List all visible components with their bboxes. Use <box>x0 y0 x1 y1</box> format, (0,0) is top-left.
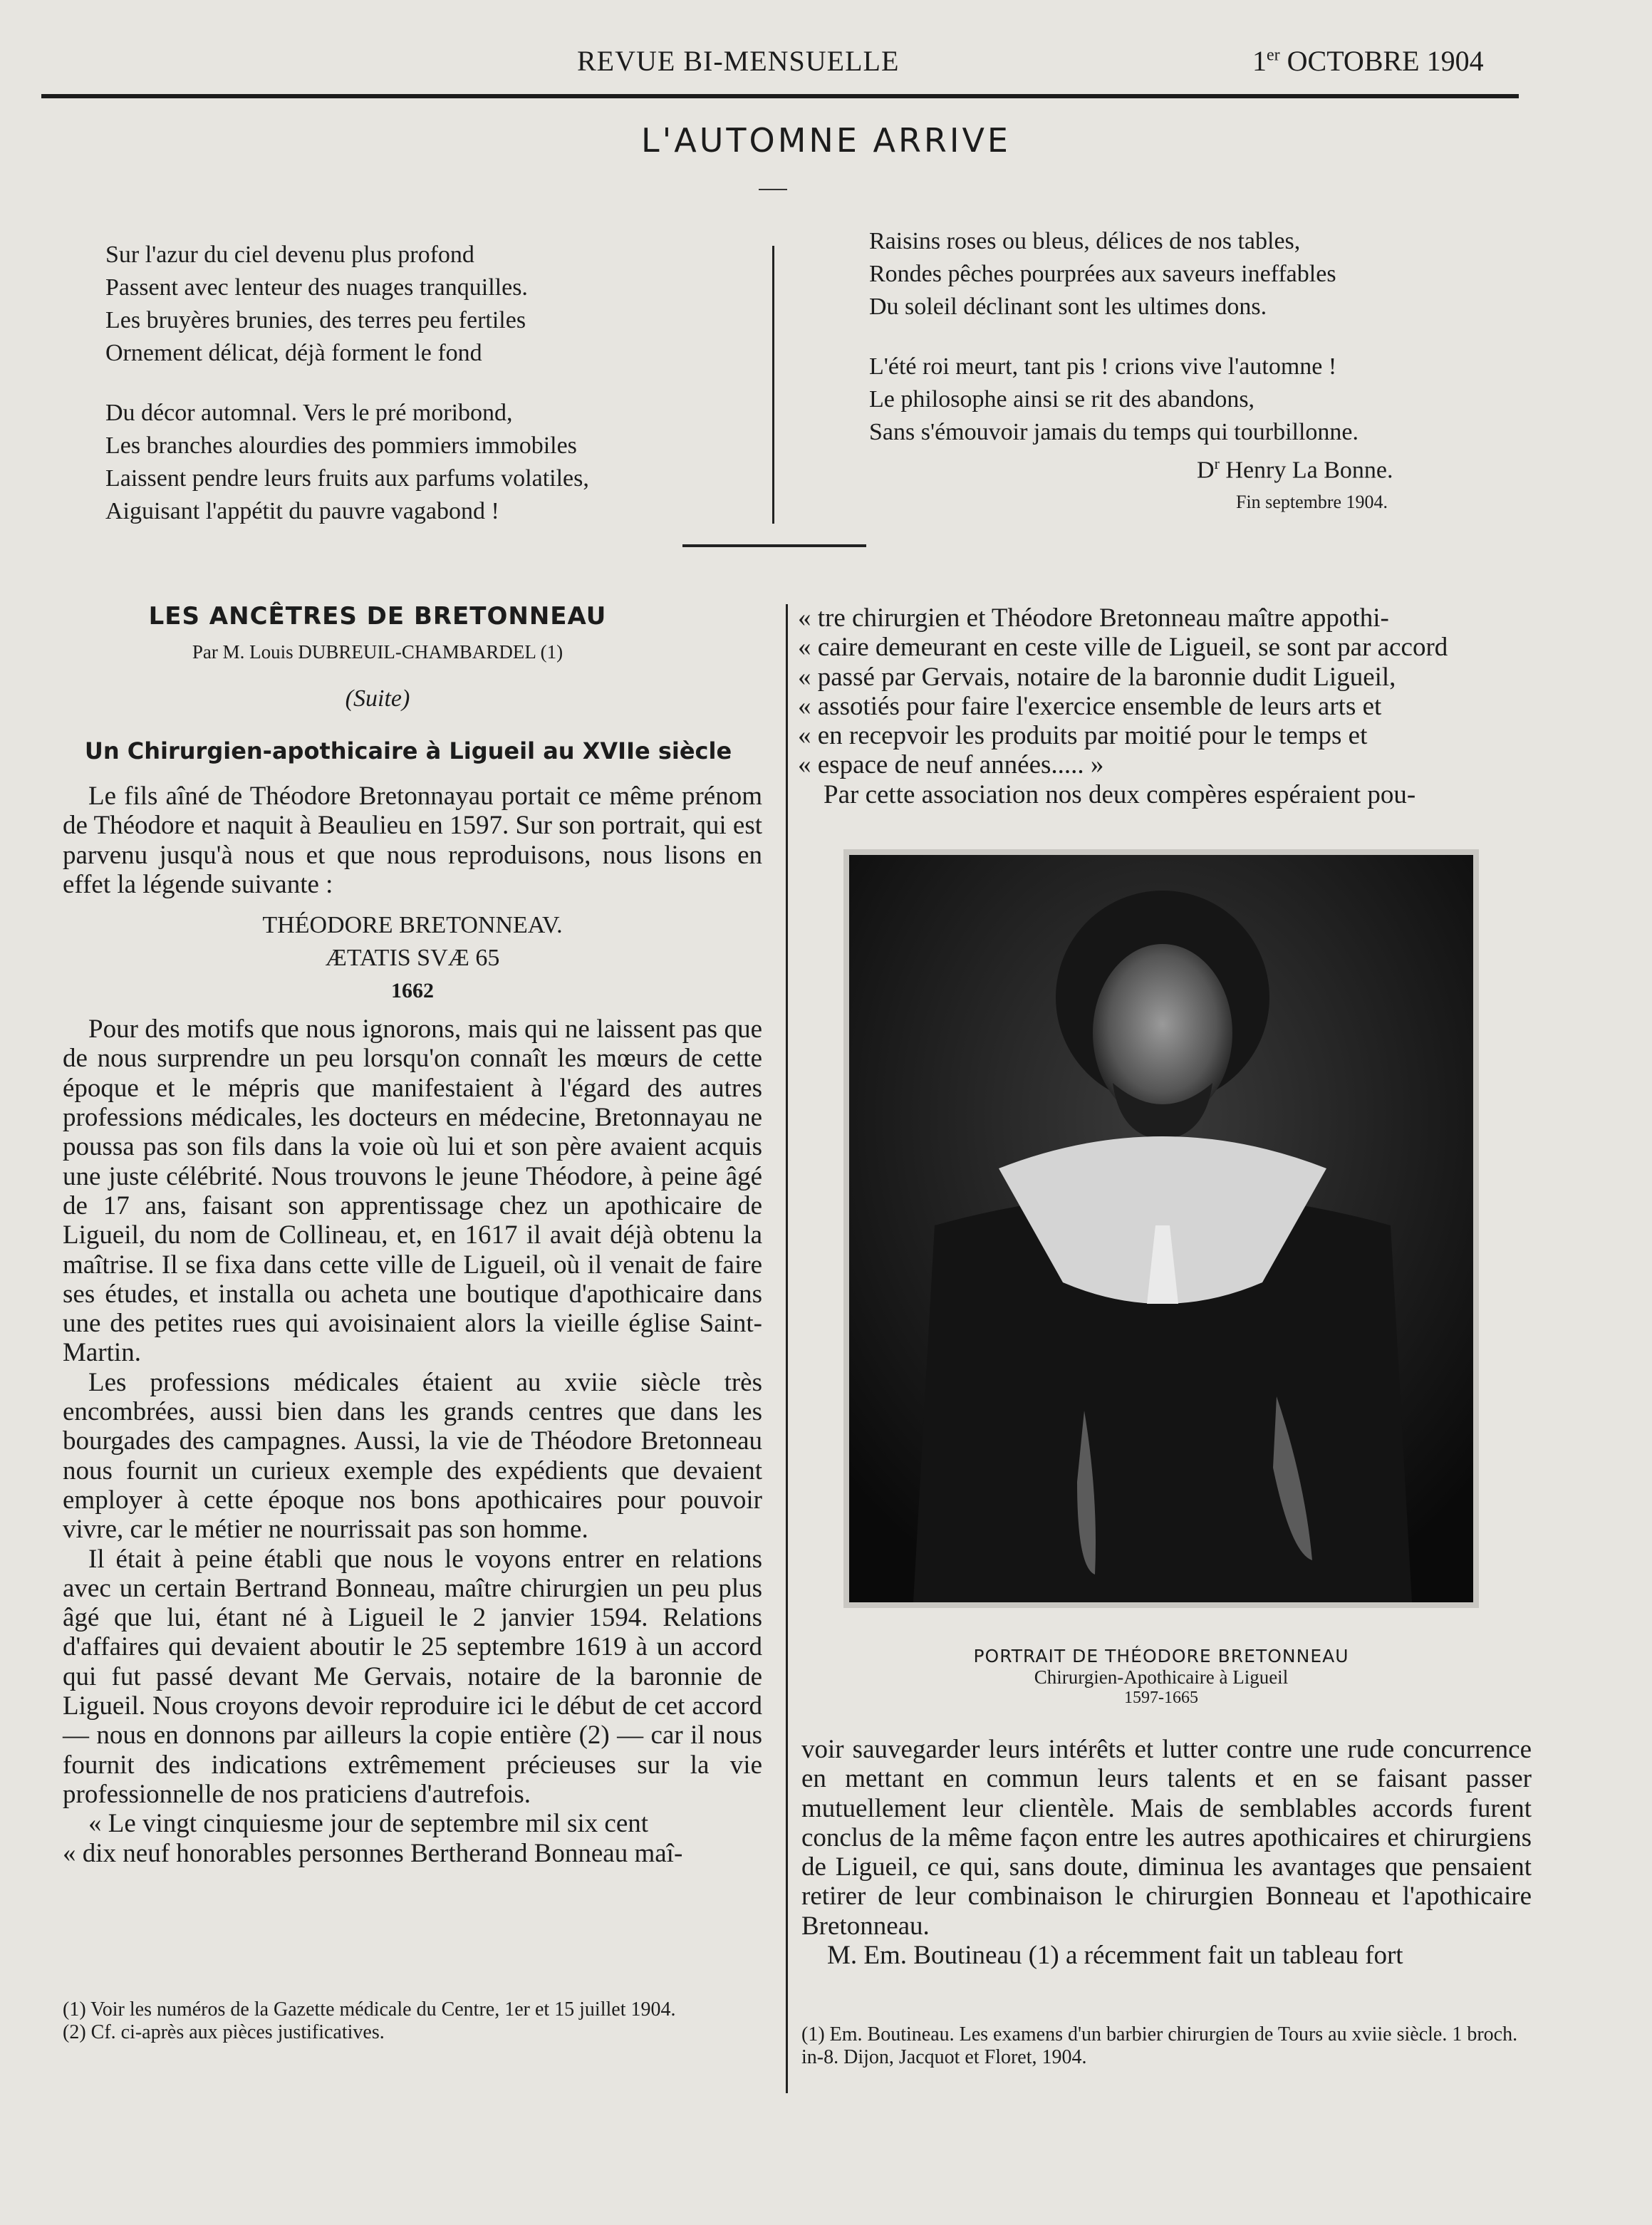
poem-line: Passent avec lenteur des nuages tranquilles. <box>105 274 528 301</box>
poem-line: Du décor automnal. Vers le pré moribond, <box>105 400 513 426</box>
poem-left-column <box>105 239 589 528</box>
paragraph: voir sauvegarder leurs intérêts et lutter contre une rude concurrence en mettant en commun leurs talents et en se faisant passer mutuellement leur clientèle. Mais de semblables accords furent conclus de la même façon entre les autres apothicaires et chirurgiens de Ligueil, ce qui, sans doute, diminua les avantages que pensaient retirer de leur combinaison le chirurgien Bonneau et l'apothicaire Bretonneau. <box>801 1735 1532 1941</box>
poem-line: Les branches alourdies des pommiers immobiles <box>105 432 577 459</box>
article-left-column <box>63 782 762 1868</box>
poem-line: Sur l'azur du ciel devenu plus profond <box>105 242 474 268</box>
issue-date-sup: er <box>1267 46 1280 65</box>
paragraph: Les professions médicales étaient au xviie siècle très encombrées, aussi bien dans les grands centres que dans les bourgades des campagnes. Aussi, la vie de Théodore Bretonneau nous fournit un curieux exemple des expédients que devaient employer à cette époque nos bons apothicaires pour pouvoir vivre, car le métier ne nourrissait pas son homme. <box>63 1367 762 1545</box>
quote-line: « dix neuf honorables personnes Bertherand Bonneau maî- <box>63 1838 683 1868</box>
quote-line: « Le vingt cinquiesme jour de septembre mil six cent <box>88 1809 649 1839</box>
quote-line: « passé par Gervais, notaire de la baronnie dudit Ligueil, <box>798 662 1396 692</box>
poem-signature <box>1197 455 1393 484</box>
header-rule <box>41 94 1519 98</box>
poem-line: Raisins roses ou bleus, délices de nos tables, <box>869 228 1301 254</box>
poem-column-divider <box>772 246 774 524</box>
article-author: Par M. Louis DUBREUIL-CHAMBARDEL (1) <box>192 641 563 663</box>
quote-line: « assotiés pour faire l'exercice ensemble de leurs arts et <box>798 691 1382 721</box>
portrait-image <box>843 849 1479 1608</box>
caption-years: 1597-1665 <box>1124 1689 1198 1707</box>
poem-line: Rondes pêches pourprées aux saveurs ineffables <box>869 261 1336 287</box>
footnote: (2) Cf. ci-après aux pièces justificatives. <box>63 2021 385 2043</box>
paragraph: Le fils aîné de Théodore Bretonnayau portait ce même prénom de Théodore et naquit à Beaulieu en 1597. Sur son portrait, qui est parvenu jusqu'à nous et que nous reproduisons, nous lisons en effet la légende suivante : <box>63 782 762 899</box>
footnote: (1) Voir les numéros de la Gazette médicale du Centre, 1er et 15 juillet 1904. <box>63 1998 676 2021</box>
poem-line: Aiguisant l'appétit du pauvre vagabond ! <box>105 498 499 524</box>
footnote-right: (1) Em. Boutineau. Les examens d'un barbier chirurgien de Tours au xviie siècle. 1 broch. in-8. Dijon, Jacquot et Floret, 1904. <box>801 2023 1518 2068</box>
article-title: LES ANCÊTRES DE BRETONNEAU <box>148 602 607 631</box>
quote-line: « tre chirurgien et Théodore Bretonneau maître appothi- <box>798 603 1389 633</box>
paragraph: Pour des motifs que nous ignorons, mais qui ne laissent pas que de nous surprendre un peu lorsqu'on connaît les mœurs de cette époque et le mépris que manifestaient à l'égard des autres professions médicales, les docteurs en médecine, Bretonnayau ne poussa pas son fils dans la voie où lui et son père avaient acquis une juste célébrité. Nous trouvons le jeune Théodore, à peine âgé de 17 ans, faisant son apprentissage chez un apothicaire de Ligueil, du nom de Collineau, et, en 1617 il avait déjà obtenu la maîtrise. Il se fixa dans cette ville de Ligueil, où il venait de faire ses études, et installa ou acheta une boutique d'apothicaire dans une des petites rues qui avoisinaient alors la vieille église Saint-Martin. <box>63 1015 762 1368</box>
signature-name: Henry La Bonne. <box>1225 457 1393 484</box>
legend-line: 1662 <box>391 979 434 1003</box>
poem-line: Le philosophe ainsi se rit des abandons, <box>869 386 1255 413</box>
poem-date: Fin septembre 1904. <box>1236 492 1388 512</box>
portrait-legend <box>63 909 762 1007</box>
paragraph: Il était à peine établi que nous le voyons entrer en relations avec un certain Bertrand Bonneau, maître chirurgien un peu plus âgé que lui, étant né à Ligueil le 2 janvier 1594. Relations d'affaires qui devaient aboutir le 25 septembre 1619 à un accord qui fut passé devant Me Gervais, notaire de la baronnie de Ligueil. Nous croyons devoir reproduire ici le début de cet accord — nous en donnons par ailleurs la copie entière (2) — car il nous fournit des indications extrêmement précieuses sur la vie professionnelle de nos praticiens d'autrefois. <box>63 1544 762 1809</box>
footnotes-left <box>63 1998 762 2044</box>
article-right-column-bottom <box>801 1735 1532 1970</box>
poem-line: Les bruyères brunies, des terres peu fertiles <box>105 307 526 333</box>
article-column-divider <box>786 604 788 2093</box>
quote-line: « en recepvoir les produits par moitié pour le temps et <box>798 721 1368 751</box>
portrait-caption <box>798 1646 1524 1708</box>
issue-date <box>1252 44 1484 78</box>
poem-right-column <box>869 225 1359 449</box>
article-suite: (Suite) <box>345 685 410 712</box>
signature-prefix-sup: r <box>1214 455 1220 472</box>
legend-line: THÉODORE BRETONNEAV. <box>262 912 563 939</box>
poem-line: Ornement délicat, déjà forment le fond <box>105 340 482 366</box>
article-right-column-top <box>798 603 1524 809</box>
poem-line: L'été roi meurt, tant pis ! crions vive l'automne ! <box>869 353 1337 380</box>
caption-subtitle: Chirurgien-Apothicaire à Ligueil <box>1034 1666 1289 1688</box>
paragraph: Par cette association nos deux compères espéraient pou- <box>824 779 1416 809</box>
issue-date-month-year: OCTOBRE 1904 <box>1279 45 1484 77</box>
publication-name: REVUE BI-MENSUELLE <box>577 45 900 77</box>
article-subtitle: Un Chirurgien-apothicaire à Ligueil au XVIIe siècle <box>84 737 732 764</box>
section-rule <box>682 544 866 547</box>
signature-prefix: D <box>1197 457 1215 484</box>
quote-line: « caire demeurant en ceste ville de Ligueil, se sont par accord <box>798 633 1448 663</box>
poem-line: Laissent pendre leurs fruits aux parfums volatiles, <box>105 465 589 492</box>
poem-line: Du soleil déclinant sont les ultimes dons. <box>869 294 1267 320</box>
poem-line: Sans s'émouvoir jamais du temps qui tourbillonne. <box>869 419 1359 445</box>
issue-date-day: 1 <box>1252 45 1267 77</box>
portrait-illustration <box>849 855 1473 1602</box>
legend-line: ÆTATIS SVÆ 65 <box>325 945 500 972</box>
paragraph: M. Em. Boutineau (1) a récemment fait un tableau fort <box>827 1941 1403 1971</box>
caption-title: PORTRAIT DE THÉODORE BRETONNEAU <box>973 1646 1349 1666</box>
quote-line: « espace de neuf années..... » <box>798 750 1104 780</box>
title-dash <box>759 189 787 190</box>
poem-title: L'AUTOMNE ARRIVE <box>641 121 1011 160</box>
